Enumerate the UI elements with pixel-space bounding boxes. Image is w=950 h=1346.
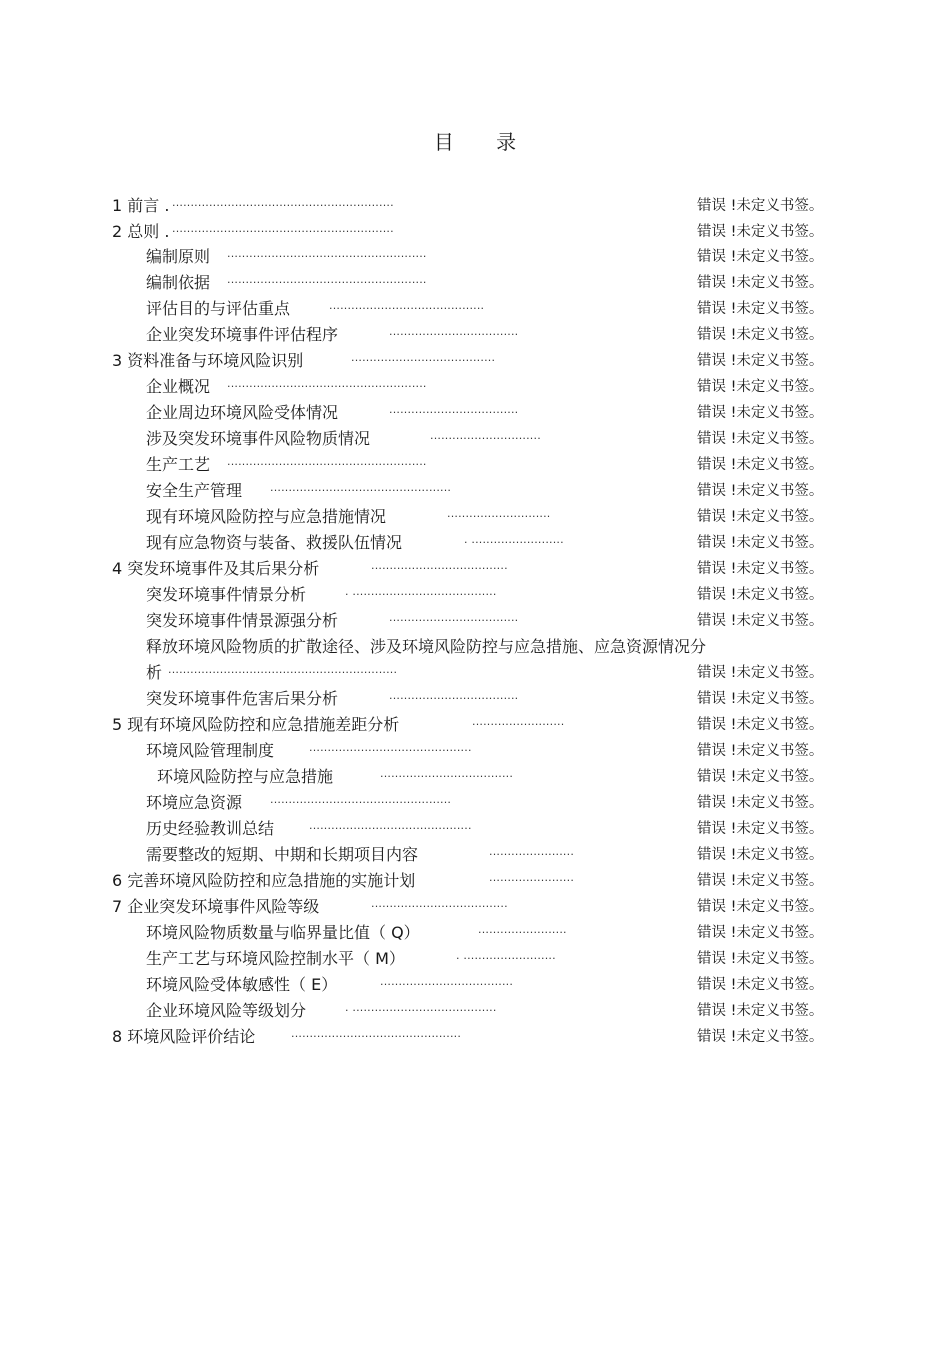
toc-entry-label: 环境风险受体敏感性（ E） <box>146 975 338 994</box>
toc-entry-label: 需要整改的短期、中期和长期项目内容 <box>146 845 419 864</box>
toc-entry-label: 突发环境事件情景源强分析 <box>146 611 339 630</box>
toc-page-ref: 错误 !未定义书签。 <box>697 821 824 837</box>
toc-entry-label: 企业突发环境事件评估程序 <box>146 325 339 344</box>
toc-entry-label: 现有应急物资与装备、救援队伍情况 <box>146 533 403 552</box>
toc-entry[interactable] <box>0 842 950 868</box>
toc-leader-dots: .......................................... <box>329 299 485 312</box>
toc-page-ref: 错误 !未定义书签。 <box>697 951 824 967</box>
toc-entry[interactable] <box>0 426 950 452</box>
toc-entry-label: 7 企业突发环境事件风险等级 <box>112 897 320 916</box>
toc-entry[interactable] <box>0 816 950 842</box>
toc-leader-dots: . ......................... <box>456 949 556 962</box>
toc-entry[interactable] <box>0 1024 950 1050</box>
toc-leader-dots: ........................ <box>478 923 567 936</box>
toc-page-ref: 错误 !未定义书签。 <box>697 691 824 707</box>
toc-entry-label: 企业概况 <box>146 377 211 396</box>
toc-entry[interactable] <box>0 348 950 374</box>
toc-page-ref: 错误 !未定义书签。 <box>697 405 824 421</box>
toc-entry[interactable] <box>0 764 950 790</box>
toc-page-ref: 错误 !未定义书签。 <box>697 717 824 733</box>
toc-entry-label: 突发环境事件情景分析 <box>146 585 307 604</box>
toc-entry-label: 历史经验教训总结 <box>146 819 275 838</box>
toc-leader-dots: .................................... <box>380 767 514 780</box>
toc-page-ref: 错误 !未定义书签。 <box>697 977 824 993</box>
toc-entry-label: 5 现有环境风险防控和应急措施差距分析 <box>112 715 400 734</box>
toc-leader-dots: .............................................. <box>291 1027 462 1040</box>
toc-entry[interactable] <box>0 193 950 219</box>
toc-page-ref: 错误 !未定义书签。 <box>697 795 824 811</box>
toc-entry-label: 生产工艺 <box>146 455 211 474</box>
toc-page-ref: 错误 !未定义书签。 <box>697 613 824 629</box>
toc-page-ref: 错误 !未定义书签。 <box>697 665 824 681</box>
toc-leader-dots: ................................... <box>389 325 519 338</box>
toc-leader-dots: ...................................................... <box>227 273 427 286</box>
toc-entry[interactable] <box>0 244 950 270</box>
toc-page-ref: 错误 !未定义书签。 <box>697 224 824 240</box>
toc-entry[interactable] <box>0 712 950 738</box>
toc-entry-label: 环境应急资源 <box>146 793 243 812</box>
toc-entry-label: 3 资料准备与环境风险识别 <box>112 351 304 370</box>
toc-entry-label: 企业环境风险等级划分 <box>146 1001 307 1020</box>
toc-page-ref: 错误 !未定义书签。 <box>697 327 824 343</box>
toc-page-ref: 错误 !未定义书签。 <box>697 847 824 863</box>
toc-entry-label: 1 前言 . <box>112 196 170 215</box>
toc-page-ref: 错误 !未定义书签。 <box>697 457 824 473</box>
toc-leader-dots: . ....................................... <box>345 585 497 598</box>
toc-entry-label: 2 总则 . <box>112 222 170 241</box>
page-title: 目 录 <box>433 130 535 154</box>
toc-entry[interactable] <box>0 452 950 478</box>
toc-page-ref: 错误 !未定义书签。 <box>697 925 824 941</box>
toc-page-ref: 错误 !未定义书签。 <box>697 509 824 525</box>
toc-page-ref: 错误 !未定义书签。 <box>697 743 824 759</box>
toc-leader-dots: ....................... <box>489 871 575 884</box>
toc-entry-label: 突发环境事件危害后果分析 <box>146 689 339 708</box>
toc-leader-dots: .............................. <box>430 429 541 442</box>
toc-page-ref: 错误 !未定义书签。 <box>697 873 824 889</box>
toc-page-ref: 错误 !未定义书签。 <box>697 587 824 603</box>
toc-entry-label: 安全生产管理 <box>146 481 243 500</box>
toc-entry-label: 析 <box>146 663 163 682</box>
toc-page-ref: 错误 !未定义书签。 <box>697 249 824 265</box>
toc-entry-label: 6 完善环境风险防控和应急措施的实施计划 <box>112 871 416 890</box>
toc-entry-label: 释放环境风险物质的扩散途径、涉及环境风险防控与应急措施、应急资源情况分 <box>146 637 707 656</box>
toc-page-ref: 错误 !未定义书签。 <box>697 1029 824 1045</box>
toc-entry[interactable] <box>0 998 950 1024</box>
toc-leader-dots: ...................................................... <box>227 455 427 468</box>
toc-leader-dots: ...................................................... <box>227 377 427 390</box>
toc-page-ref: 错误 !未定义书签。 <box>697 769 824 785</box>
toc-page-ref: 错误 !未定义书签。 <box>697 483 824 499</box>
toc-entry-wrapped[interactable] <box>0 634 950 660</box>
toc-page-ref: 错误 !未定义书签。 <box>697 431 824 447</box>
toc-entry-label: 涉及突发环境事件风险物质情况 <box>146 429 371 448</box>
toc-leader-dots: ............................ <box>447 507 551 520</box>
toc-entry-label: 现有环境风险防控与应急措施情况 <box>146 507 387 526</box>
toc-leader-dots: ..................................... <box>371 897 508 910</box>
toc-entry-label: 环境风险管理制度 <box>146 741 275 760</box>
toc-leader-dots: ..................................... <box>371 559 508 572</box>
toc-page-ref: 错误 !未定义书签。 <box>697 353 824 369</box>
toc-entry-label: 8 环境风险评价结论 <box>112 1027 256 1046</box>
toc-leader-dots: ............................................................ <box>172 222 394 235</box>
toc-page-ref: 错误 !未定义书签。 <box>697 379 824 395</box>
toc-leader-dots: ...................................................... <box>227 247 427 260</box>
toc-entry-label: 编制原则 <box>146 247 211 266</box>
toc-entry[interactable] <box>0 219 950 245</box>
toc-entry-label: 生产工艺与环境风险控制水平（ M） <box>146 949 405 968</box>
toc-leader-dots: ................................... <box>389 611 519 624</box>
toc-page-ref: 错误 !未定义书签。 <box>697 1003 824 1019</box>
toc-leader-dots: ............................................ <box>309 819 472 832</box>
toc-leader-dots: .................................... <box>380 975 514 988</box>
toc-entry[interactable] <box>0 790 950 816</box>
toc-page-ref: 错误 !未定义书签。 <box>697 301 824 317</box>
toc-page-ref: 错误 !未定义书签。 <box>697 899 824 915</box>
toc-leader-dots: . ......................... <box>464 533 564 546</box>
toc-entry-label: 评估目的与评估重点 <box>146 299 291 318</box>
toc-entry-label: 环境风险防控与应急措施 <box>157 767 334 786</box>
toc-entry-label: 4 突发环境事件及其后果分析 <box>112 559 320 578</box>
toc-leader-dots: ....................... <box>489 845 575 858</box>
toc-page-ref: 错误 !未定义书签。 <box>697 561 824 577</box>
toc-leader-dots: ................................... <box>389 403 519 416</box>
toc-entry[interactable] <box>0 608 950 634</box>
toc-leader-dots: ....................................... <box>351 351 496 364</box>
toc-page-ref: 错误 !未定义书签。 <box>697 275 824 291</box>
toc-page-ref: 错误 !未定义书签。 <box>697 198 824 214</box>
toc-leader-dots: ................................................. <box>270 481 452 494</box>
toc-page-ref: 错误 !未定义书签。 <box>697 535 824 551</box>
toc-leader-dots: ............................................................ <box>172 196 394 209</box>
toc-entry-label: 企业周边环境风险受体情况 <box>146 403 339 422</box>
toc-leader-dots: ............................................ <box>309 741 472 754</box>
toc-leader-dots: ......................... <box>472 715 565 728</box>
toc-leader-dots: .............................................................. <box>168 663 398 676</box>
toc-entry-label: 编制依据 <box>146 273 211 292</box>
toc-leader-dots: ................................................. <box>270 793 452 806</box>
toc-leader-dots: . ....................................... <box>345 1001 497 1014</box>
toc-entry[interactable] <box>0 894 950 920</box>
toc-entry-label: 环境风险物质数量与临界量比值（ Q） <box>146 923 420 942</box>
toc-leader-dots: ................................... <box>389 689 519 702</box>
